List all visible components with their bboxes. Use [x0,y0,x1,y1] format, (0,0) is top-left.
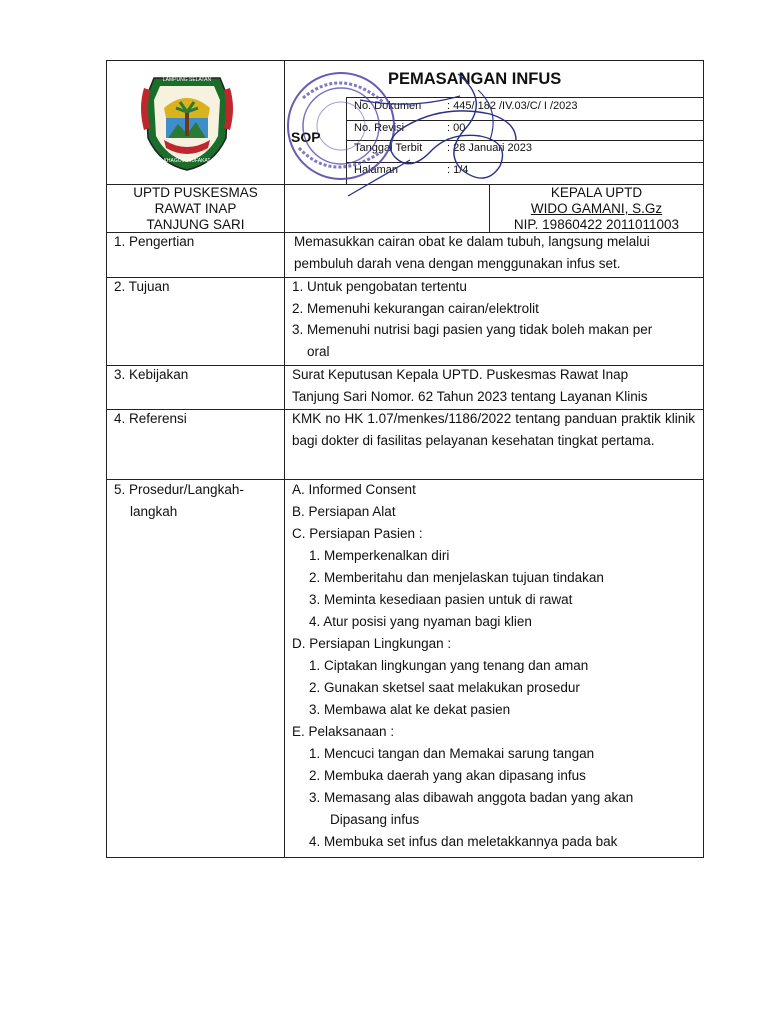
institution-line-2: RAWAT INAP [154,201,237,216]
signature [340,70,540,200]
procedure-heading: D. Persiapan Lingkungan : [292,636,452,651]
meta-label-page: Halaman [354,164,399,176]
section-label-pengertian: 1. Pengertian [114,234,195,249]
procedure-step: 2. Membuka daerah yang akan dipasang infus [309,768,586,783]
table-border-left [106,60,107,858]
procedure-step: 1. Ciptakan lingkungan yang tenang dan aman [309,658,589,673]
meta-label-revision: No. Revisi [354,122,405,134]
document-title: PEMASANGAN INFUS [388,70,562,88]
regency-logo [134,68,240,174]
sop-label: SOP [291,129,321,145]
section-label-prosedur-cont: langkah [130,504,178,519]
procedure-step: 3. Meminta kesediaan pasien untuk di rawat [309,592,573,607]
referensi-text: KMK no HK 1.07/menkes/1186/2022 tentang panduan praktik klinik bagi dokter di fasilitas pelayanan kesehatan tingkat pertama. [292,411,695,448]
kebijakan-line: Tanjung Sari Nomor. 62 Tahun 2023 tentang Layanan Klinis [292,389,648,404]
procedure-step: 2. Memberitahu dan menjelaskan tujuan tindakan [309,570,604,585]
procedure-heading: E. Pelaksanaan : [292,724,395,739]
section-label-kebijakan: 3. Kebijakan [114,367,189,382]
procedure-step: 1. Memperkenalkan diri [309,548,450,563]
tujuan-item: 2. Memenuhi kekurangan cairan/elektrolit [292,301,539,316]
logo-bottom-text: KHAGOM MUFAKAT [163,158,211,164]
pengertian-line: Memasukkan cairan obat ke dalam tubuh, langsung melalui [294,234,650,249]
institution-line-1: UPTD PUSKESMAS [133,185,258,200]
signatory-nip: NIP. 19860422 2011011003 [513,217,680,232]
institution-line-3: TANJUNG SARI [146,217,245,232]
procedure-step: 3. Memasang alas dibawah anggota badan yang akan [309,790,634,805]
table-border-right [703,60,704,858]
tujuan-item: oral [307,344,330,359]
kebijakan-line: Surat Keputusan Kepala UPTD. Puskesmas Rawat Inap [292,367,629,382]
section-label-prosedur: 5. Prosedur/Langkah- [114,482,244,497]
procedure-step: 4. Membuka set infus dan meletakkannya pada bak [309,834,618,849]
table-border-top [106,60,704,61]
procedure-heading: C. Persiapan Pasien : [292,526,423,541]
procedure-step-cont: Dipasang infus [330,812,420,827]
meta-value-doc-number: : 445/ 182 /IV.03/C/ I /2023 [447,100,578,112]
procedure-step: 2. Gunakan sketsel saat melakukan prosedur [309,680,580,695]
signatory-position: KEPALA UPTD [550,185,643,200]
meta-value-issue-date: : 28 Januari 2023 [447,142,533,154]
meta-value-page: : 1/4 [447,164,469,176]
tujuan-item: 1. Untuk pengobatan tertentu [292,279,467,294]
section-label-tujuan: 2. Tujuan [114,279,170,294]
procedure-step: 3. Membawa alat ke dekat pasien [309,702,511,717]
tujuan-item: 3. Memenuhi nutrisi bagi pasien yang tidak boleh makan per [292,322,653,337]
meta-label-doc-number: No. Dokumen [354,100,422,112]
logo-top-text: LAMPUNG SELATAN [162,77,212,83]
signatory-name: WIDO GAMANI, S.Gz [530,201,663,216]
table-border-bottom [106,857,704,858]
procedure-heading: B. Persiapan Alat [292,504,396,519]
procedure-step: 4. Atur posisi yang nyaman bagi klien [309,614,532,629]
pengertian-line: pembuluh darah vena dengan menggunakan infus set. [294,256,621,271]
meta-label-issue-date: Tanggal Terbit [354,142,423,154]
procedure-heading: A. Informed Consent [292,482,416,497]
procedure-step: 1. Mencuci tangan dan Memakai sarung tangan [309,746,595,761]
meta-value-revision: : 00 [447,122,466,134]
section-label-referensi: 4. Referensi [114,411,187,426]
